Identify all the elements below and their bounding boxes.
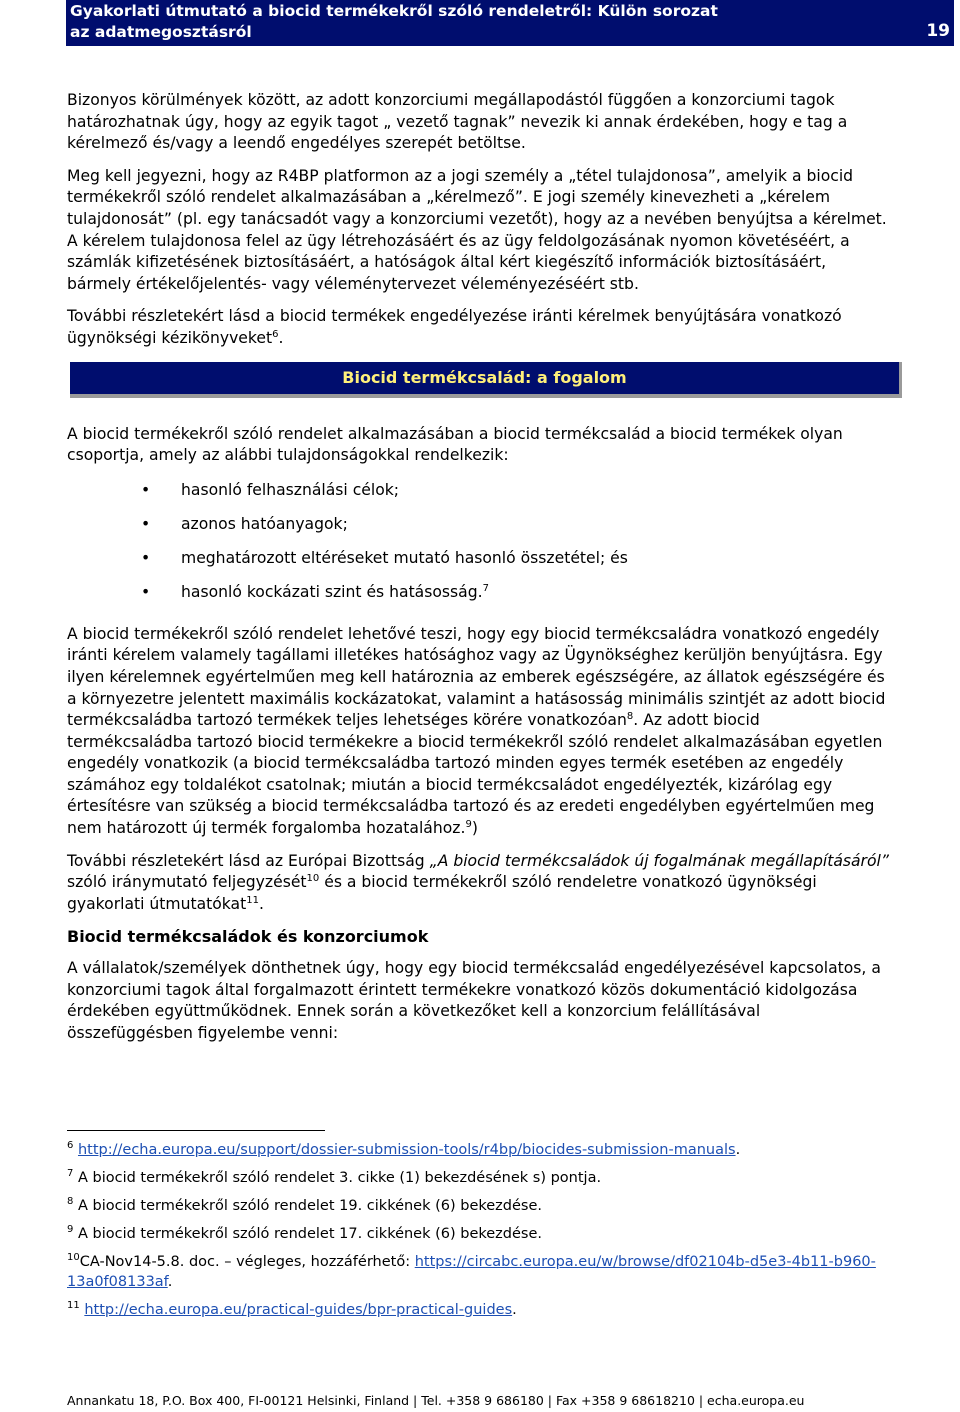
bullet-icon: • (141, 582, 151, 601)
paragraph-family-application: A biocid termékekről szóló rendelet lehetővé teszi, hogy egy biocid termékcsaládra vonatkozó engedély iránti kérelem valamely tagállami illetékes hatósághoz vagy az Ügynökséghez kerüljön benyújtásra. Egy ilyen kérelemnek egyértelműen meg kell határoznia az emberek egészségére, az állatok egészségére és a környezetre jelentett maximális kockázatokat, valamint a hatásosság minimális szintjét az adott biocid termékcsaládba tartozó termékek teljes lehetséges körére vonatkozóan$^8$. Az adott biocid termékcsaládba tartozó biocid termékekre a biocid termékekről szóló rendelet alkalmazásában egyetlen engedély vonatkozik (a biocid termékcsaládba tartozó minden egyes termék esetében az engedély számához egy toldalékot csatolnak; miután a biocid termékcsaládot engedélyezték, kizárólag egy értesítésre van szükség a biocid termékcsaládba tartozó és az eredeti engedélyben egyértelműen meg nem határozott új termék forgalomba hozatalához.$^9$) (67, 624, 886, 838)
paragraph-r4bp: Meg kell jegyezni, hogy az R4BP platformon az a jogi személy a „tétel tulajdonosa”, amelyik a biocid termékekről szóló rendelet alkalmazásában a „kérelmező”. E jogi személy kinevezheti a „kérelem tulajdonosát” (pl. egy tanácsadót vagy a konzorciumi vezetőt), hogy az a nevében benyújtsa a kérelmet. A kérelem tulajdonosa felel az ügy létrehozásáért és az ügy feldolgozásának nyomon követéséért, a számlák kifizetésének biztosításáért, a hatóságok által kért kiegészítő információk biztosításáért, bármely értékelőjelentés- vagy véleménytervezet véleményezéséért stb. (67, 166, 887, 293)
page-number: 19 (926, 21, 950, 41)
footnote-10: $^{10}$CA-Nov14-5.8. doc. – végleges, hozzáférhető: https://circabc.europa.eu/w/browse/df02104b-d5e3-4b11-b960-13a0f08133af. (67, 1252, 876, 1290)
paragraph-commission-note: További részletekért lásd az Európai Bizottság „A biocid termékcsaládok új fogalmának megállapításáról” szóló iránymutató feljegyzését$^{10}$ és a biocid termékekről szóló rendeletre vonatkozó ügynökségi gyakorlati útmutatókat$^{11}$. (67, 851, 889, 913)
footnote-ref-10[interactable]: 10 (306, 873, 320, 885)
footnote-ref-8[interactable]: 8 (626, 711, 634, 723)
bullet-icon: • (141, 514, 151, 533)
subheading-families-consortia: Biocid termékcsaládok és konzorciumok (67, 927, 429, 947)
footnote-9: $^9$ A biocid termékekről szóló rendelet 17. cikkének (6) bekezdése. (67, 1224, 543, 1242)
list-item: • hasonló felhasználási célok; (67, 478, 889, 512)
header-title (70, 1, 718, 43)
note-title: „A biocid termékcsaládok új fogalmának megállapításáról” (429, 851, 889, 870)
page-footer: Annankatu 18, P.O. Box 400, FI-00121 Helsinki, Finland | Tel. +358 9 686180 | Fax +358 9 68618210 | echa.europa.eu (67, 1393, 805, 1408)
footnote-10-link[interactable]: https://circabc.europa.eu/w/browse/df02104b-d5e3-4b11-b960-13a0f08133af (67, 1254, 876, 1290)
footnote-ref-6[interactable]: 6 (272, 328, 279, 340)
property-list (67, 478, 889, 614)
footnote-ref-9[interactable]: 9 (465, 819, 472, 831)
footnote-11-link[interactable]: http://echa.europa.eu/practical-guides/bpr-practical-guides (84, 1302, 513, 1318)
footnote-ref-7[interactable]: 7 (482, 582, 489, 594)
footnote-divider (67, 1130, 325, 1131)
header-title-line2: az adatmegosztásról (70, 23, 252, 41)
footnote-11: $^{11}$ http://echa.europa.eu/practical-guides/bpr-practical-guides. (67, 1300, 517, 1318)
bullet-icon: • (141, 480, 151, 499)
header-title-line1: Gyakorlati útmutató a biocid termékekről szóló rendeletről: Külön sorozat (70, 2, 718, 20)
list-item: • azonos hatóanyagok; (67, 512, 889, 546)
main-content (67, 90, 889, 1055)
paragraph-manuals: További részletekért lásd a biocid termékek engedélyezése iránti kérelmek benyújtására vonatkozó ügynökségi kézikönyveket$^6$. (67, 307, 842, 347)
section-title-box: Biocid termékcsalád: a fogalom (70, 362, 902, 398)
footnote-ref-11[interactable]: 11 (246, 894, 259, 906)
footnotes (67, 1140, 889, 1328)
list-item: • meghatározott eltéréseket mutató hasonló összetétel; és (67, 546, 889, 580)
list-item: • hasonló kockázati szint és hatásosság.$^7$ (67, 580, 889, 614)
page-header (66, 0, 954, 46)
paragraph-family-definition: A biocid termékekről szóló rendelet alkalmazásában a biocid termékcsalád a biocid termékek olyan csoportja, amely az alábbi tulajdonságokkal rendelkezik: (67, 424, 843, 465)
footnote-8: $^8$ A biocid termékekről szóló rendelet 19. cikkének (6) bekezdése. (67, 1196, 543, 1214)
paragraph-consortium-lead: Bizonyos körülmények között, az adott konzorciumi megállapodástól függően a konzorciumi tagok határozhatnak úgy, hogy az egyik tagot „ vezető tagnak” nevezik ki annak érdekében, hogy e tag a kérelmező és/vagy a leendő engedélyes szerepét betöltse. (67, 91, 848, 153)
footnote-6-link[interactable]: http://echa.europa.eu/support/dossier-submission-tools/r4bp/biocides-submission-manuals (77, 1142, 736, 1158)
footnote-7: $^7$ A biocid termékekről szóló rendelet 3. cikke (1) bekezdésének s) pontja. (67, 1168, 602, 1186)
footnote-6: $^6$ http://echa.europa.eu/support/dossier-submission-tools/r4bp/biocides-submission-manuals. (67, 1140, 741, 1158)
bullet-icon: • (141, 548, 151, 567)
paragraph-cooperation: A vállalatok/személyek dönthetnek úgy, hogy egy biocid termékcsalád engedélyezésével kapcsolatos, a konzorciumi tagok által forgalmazott érintett termékekre vonatkozó közös dokumentáció kidolgozása érdekében együttműködnek. Ennek során a következőket kell a konzorcium felállításával összefüggésben figyelembe venni: (67, 959, 881, 1042)
